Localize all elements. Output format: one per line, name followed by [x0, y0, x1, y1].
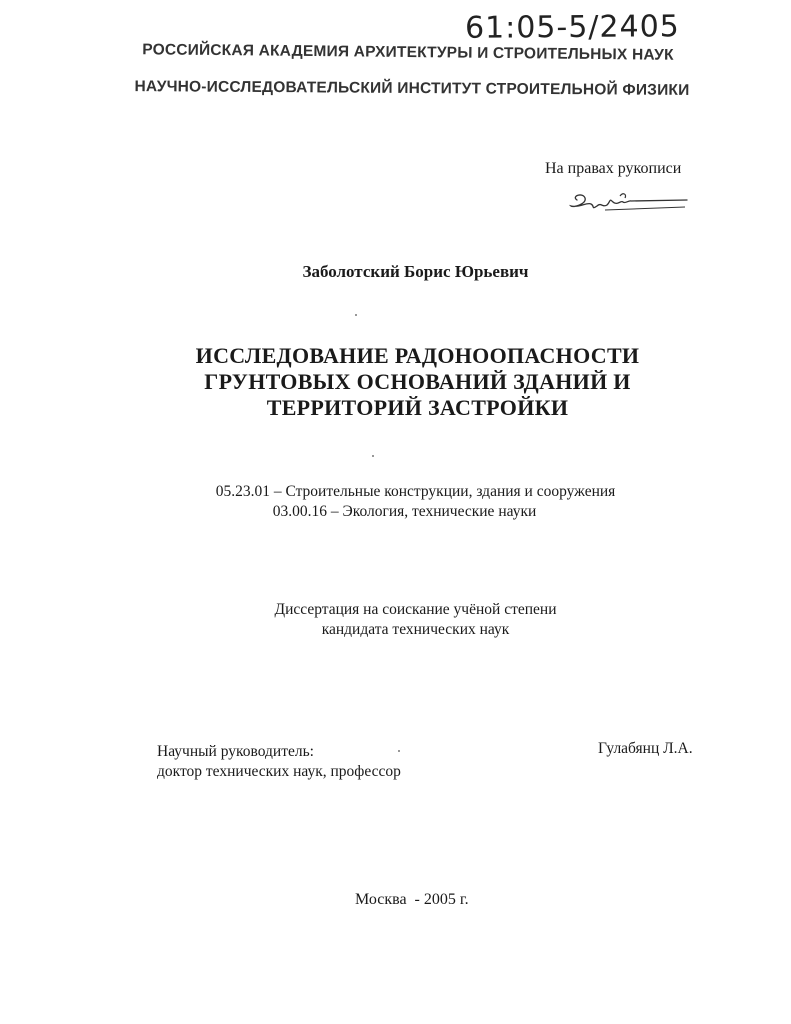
- scan-speck: [372, 455, 374, 457]
- specialty-line: 03.00.16 – Экология, технические науки: [272, 503, 537, 520]
- title-line: ТЕРРИТОРИЙ ЗАСТРОЙКИ: [266, 395, 569, 420]
- degree-line: Диссертация на соискание учёной степени: [274, 601, 557, 618]
- scan-speck: [398, 750, 400, 752]
- organization-name: РОССИЙСКАЯ АКАДЕМИЯ АРХИТЕКТУРЫ И СТРОИТЕЛЬНЫХ НАУК: [142, 41, 674, 64]
- manuscript-rights-note: На правах рукописи: [545, 160, 682, 177]
- city-year: Москва - 2005 г.: [355, 891, 469, 908]
- supervisor-block: [157, 742, 401, 782]
- scan-speck: [355, 314, 357, 316]
- specialty-codes: [0, 482, 791, 522]
- supervisor-label: Научный руководитель:: [157, 743, 314, 760]
- author-name: Заболотский Борис Юрьевич: [302, 262, 529, 281]
- author-signature: [565, 186, 690, 218]
- degree-line: кандидата технических наук: [321, 621, 510, 638]
- degree-statement: [0, 600, 791, 640]
- specialty-line: 05.23.01 – Строительные конструкции, здания и сооружения: [215, 483, 616, 500]
- dissertation-title: [120, 343, 715, 421]
- title-line: ГРУНТОВЫХ ОСНОВАНИЙ ЗДАНИЙ И: [204, 369, 631, 394]
- archive-stamp-number: 61:05-5/2405: [464, 9, 680, 46]
- title-line: ИССЛЕДОВАНИЕ РАДОНООПАСНОСТИ: [195, 343, 640, 368]
- supervisor-name: Гулабянц Л.А.: [598, 740, 693, 757]
- institute-name: НАУЧНО-ИССЛЕДОВАТЕЛЬСКИЙ ИНСТИТУТ СТРОИТЕЛЬНОЙ ФИЗИКИ: [134, 78, 690, 99]
- supervisor-credentials: доктор технических наук, профессор: [157, 763, 401, 780]
